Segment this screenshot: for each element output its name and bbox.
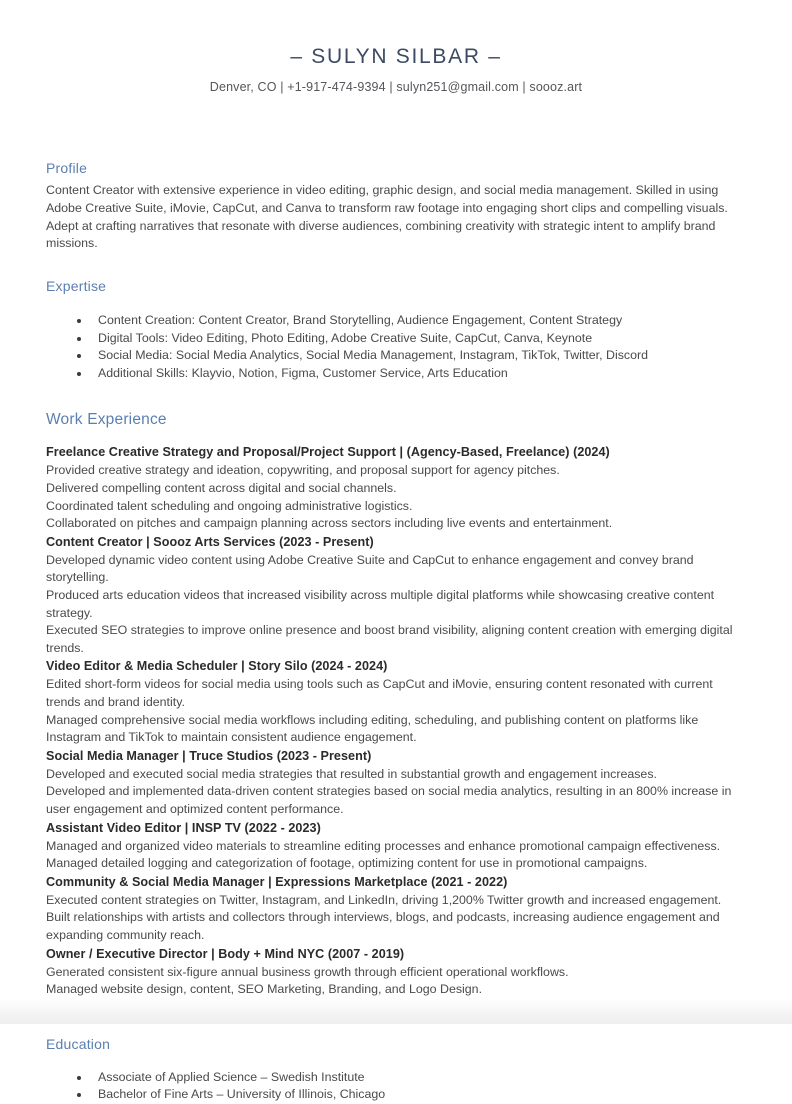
expertise-section	[46, 277, 746, 383]
list-item: Content Creation: Content Creator, Brand Storytelling, Audience Engagement, Content Strategy	[46, 312, 746, 330]
job-bullet-line: Developed and executed social media strategies that resulted in substantial growth and engagement increases.	[46, 766, 657, 781]
job-entry	[46, 533, 746, 658]
expertise-list	[46, 312, 746, 382]
expertise-heading: Expertise	[46, 277, 107, 294]
work-experience-section	[46, 410, 746, 998]
work-experience-heading: Work Experience	[46, 411, 167, 429]
job-bullet-line: Managed detailed logging and categorization of footage, optimizing content for use in promotional campaigns.	[46, 856, 648, 871]
job-bullet-line: Executed content strategies on Twitter, Instagram, and LinkedIn, driving 1,200% Twitter growth and increased engagement.	[46, 892, 722, 907]
job-entry	[46, 657, 746, 746]
job-bullet-line: Edited short-form videos for social media using tools such as CapCut and iMovie, ensuring content resonated with current trends and brand identity.	[46, 677, 713, 709]
education-list	[46, 1069, 746, 1104]
job-bullet-line: Managed comprehensive social media workflows including editing, scheduling, and publishing content on platforms like Instagram and TikTok to maintain consistent audience engagement.	[46, 712, 699, 745]
list-item: Social Media: Social Media Analytics, Social Media Management, Instagram, TikTok, Twitter, Discord	[46, 347, 746, 365]
job-bullet-line: Delivered compelling content across digital and social channels.	[46, 481, 397, 496]
job-title: Social Media Manager | Truce Studios (2023 - Present)	[46, 748, 372, 763]
list-item: Associate of Applied Science – Swedish Institute	[46, 1069, 746, 1087]
profile-text: Content Creator with extensive experience in video editing, graphic design, and social media management. Skilled in using Adobe Creative Suite, iMovie, CapCut, and Canva to transform raw footage into engaging short clips and compelling visuals. Adept at crafting narratives that resonate with diverse audiences, combining creativity with strategic intent to amplify brand missions.	[46, 183, 728, 251]
profile-section	[46, 159, 746, 253]
job-bullet-line: Executed SEO strategies to improve online presence and boost brand visibility, aligning content creation with emerging digital trends.	[46, 623, 733, 655]
education-heading: Education	[46, 1035, 111, 1052]
job-entry	[46, 873, 746, 945]
job-list	[46, 443, 746, 998]
job-bullet-line: Built relationships with artists and collectors through interviews, blogs, and podcasts, increasing audience engagement and expanding community reach.	[46, 910, 720, 942]
job-title: Owner / Executive Director | Body + Mind NYC (2007 - 2019)	[46, 946, 405, 961]
education-section	[46, 1035, 746, 1104]
job-bullet-line: Generated consistent six-figure annual business growth through efficient operational workflows.	[46, 964, 569, 979]
job-title: Content Creator | Soooz Arts Services (2023 - Present)	[46, 534, 374, 549]
job-entry	[46, 443, 746, 532]
job-title: Video Editor & Media Scheduler | Story Silo (2024 - 2024)	[46, 659, 388, 674]
job-bullet-line: Collaborated on pitches and campaign planning across sectors including live events and entertainment.	[46, 516, 613, 531]
job-bullet-line: Developed and implemented data-driven content strategies based on social media analytics, resulting in an 800% increase in user engagement and optimized content performance.	[46, 784, 732, 816]
job-bullet-line: Provided creative strategy and ideation, copywriting, and proposal support for agency pitches.	[46, 463, 560, 478]
job-bullet-line: Managed website design, content, SEO Marketing, Branding, and Logo Design.	[46, 982, 483, 997]
list-item: Additional Skills: Klayvio, Notion, Figma, Customer Service, Arts Education	[46, 365, 746, 383]
job-title: Community & Social Media Manager | Expressions Marketplace (2021 - 2022)	[46, 874, 508, 889]
job-entry	[46, 747, 746, 819]
job-entry	[46, 819, 746, 873]
list-item: Bachelor of Fine Arts – University of Illinois, Chicago	[46, 1086, 746, 1104]
job-bullet-line: Managed and organized video materials to streamline editing processes and enhance promotional campaign effectiveness.	[46, 838, 721, 853]
job-bullet-line: Coordinated talent scheduling and ongoing administrative logistics.	[46, 498, 413, 513]
job-title: Freelance Creative Strategy and Proposal/Project Support | (Agency-Based, Freelance) (2024)	[46, 445, 610, 460]
profile-heading: Profile	[46, 160, 88, 177]
job-entry	[46, 945, 746, 999]
job-title: Assistant Video Editor | INSP TV (2022 - 2023)	[46, 820, 321, 835]
page-bottom-edge	[0, 998, 792, 1024]
list-item: Digital Tools: Video Editing, Photo Editing, Adobe Creative Suite, CapCut, Canva, Keynote	[46, 330, 746, 348]
job-bullet-line: Developed dynamic video content using Adobe Creative Suite and CapCut to enhance engagement and convey brand storytelling.	[46, 552, 694, 585]
job-bullet-line: Produced arts education videos that increased visibility across multiple digital platforms while showcasing creative content strategy.	[46, 588, 715, 620]
candidate-name: – SULYN SILBAR –	[290, 45, 502, 68]
resume-header	[46, 0, 746, 94]
contact-line: Denver, CO | +1-917-474-9394 | sulyn251@gmail.com | soooz.art	[209, 80, 583, 95]
